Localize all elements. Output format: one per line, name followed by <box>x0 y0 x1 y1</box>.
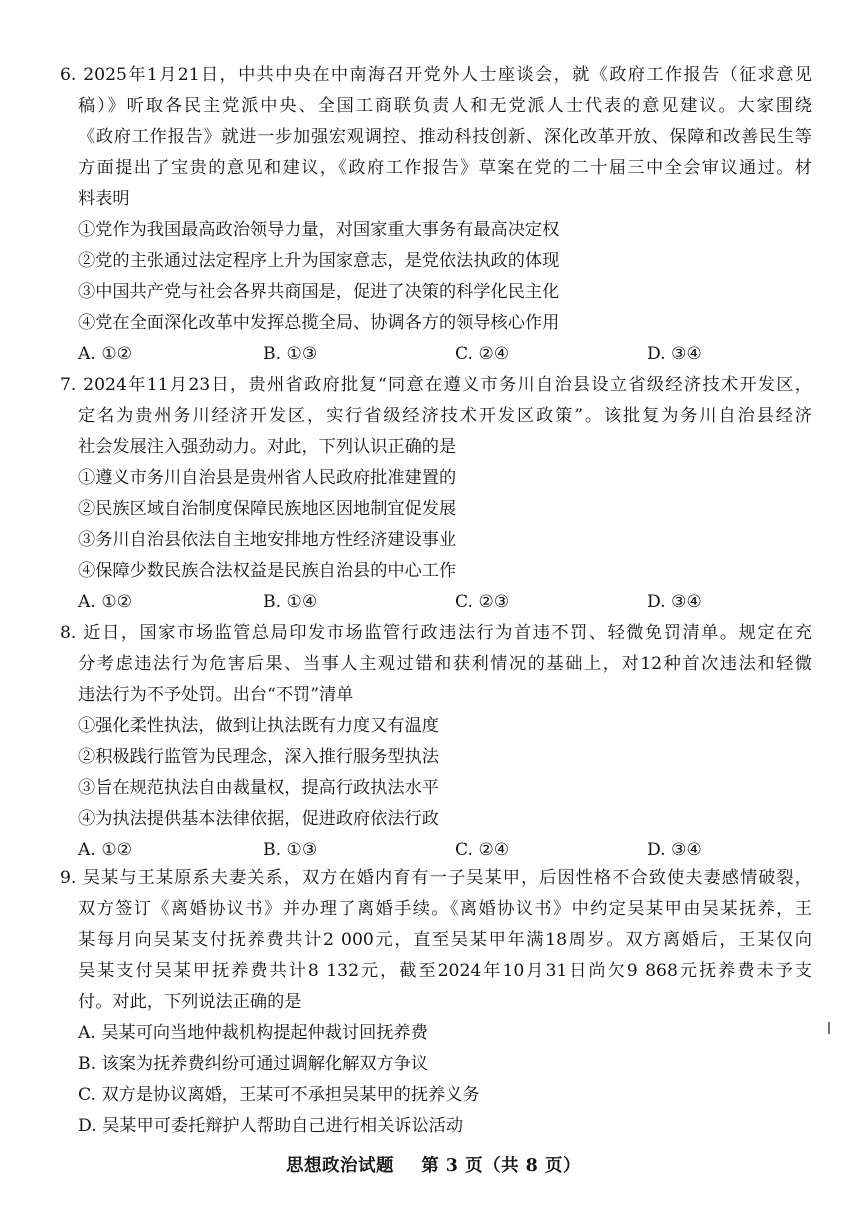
question-7-statement: ②民族区域自治制度保障民族地区因地制宜促发展 <box>78 499 457 519</box>
question-6-statement: ④党在全面深化改革中发挥总揽全局、协调各方的领导核心作用 <box>78 313 560 333</box>
question-6-statement: ③中国共产党与社会各界共商国是，促进了决策的科学化民主化 <box>78 282 560 302</box>
question-9-stem-line: 吴某支付吴某甲抚养费共计8 132元，截至2024年10月31日尚欠9 868元抚养费未予支 <box>78 961 812 981</box>
question-8-statement: ①强化柔性执法，做到让执法既有力度又有温度 <box>78 716 439 736</box>
scan-edge-mark <box>828 1022 830 1034</box>
question-8-option-a: A. ①② <box>78 840 133 860</box>
question-7-option-d: D. ③④ <box>647 592 702 612</box>
question-7-option-c: C. ②③ <box>455 592 510 612</box>
question-9-stem-line: 某每月向吴某支付抚养费共计2 000元，直至吴某甲年满18周岁。双方离婚后，王某仅向 <box>78 930 812 950</box>
question-6-option-b: B. ①③ <box>263 344 318 364</box>
question-6-statement: ②党的主张通过法定程序上升为国家意志，是党依法执政的体现 <box>78 251 560 271</box>
question-7-option-a: A. ①② <box>78 592 133 612</box>
question-6-stem-line: 稿）》听取各民主党派中央、全国工商联负责人和无党派人士代表的意见建议。大家围绕 <box>78 96 812 116</box>
question-9-option-b: B. 该案为抚养费纠纷可通过调解化解双方争议 <box>78 1054 429 1074</box>
question-7-stem-line: 7. 2024年11月23日，贵州省政府批复“同意在遵义市务川自治县设立省级经济技术开发区， <box>60 375 812 395</box>
question-6-statement: ①党作为我国最高政治领导力量，对国家重大事务有最高决定权 <box>78 220 560 240</box>
question-7-statement: ①遵义市务川自治县是贵州省人民政府批准建置的 <box>78 468 457 488</box>
question-8-stem-line: 8. 近日，国家市场监管总局印发市场监管行政违法行为首违不罚、轻微免罚清单。规定在充 <box>60 623 812 643</box>
question-6-stem-line: 6. 2025年1月21日，中共中央在中南海召开党外人士座谈会，就《政府工作报告（征求意见 <box>60 65 812 85</box>
question-8-option-d: D. ③④ <box>647 840 702 860</box>
question-6-option-c: C. ②④ <box>455 344 510 364</box>
question-7-option-b: B. ①④ <box>263 592 318 612</box>
question-6-options <box>60 339 812 370</box>
question-8-stem-line: 分考虑违法行为危害后果、当事人主观过错和获利情况的基础上，对12种首次违法和轻微 <box>78 654 812 674</box>
page-footer <box>0 1152 867 1177</box>
question-9-stem-line: 付。对此，下列说法正确的是 <box>78 992 302 1012</box>
question-8 <box>60 618 812 866</box>
question-6 <box>60 60 812 370</box>
question-9-option-a: A. 吴某可向当地仲裁机构提起仲裁讨回抚养费 <box>78 1023 428 1043</box>
question-7-statement: ④保障少数民族合法权益是民族自治县的中心工作 <box>78 561 457 581</box>
question-6-stem-line: 《政府工作报告》就进一步加强宏观调控、推动科技创新、深化改革开放、保障和改善民生等 <box>78 127 812 147</box>
question-8-option-c: C. ②④ <box>455 840 510 860</box>
footer-page-number: 第 3 页（共 8 页） <box>421 1156 581 1176</box>
question-7-stem-line: 定名为贵州务川经济开发区，实行省级经济技术开发区政策”。该批复为务川自治县经济 <box>78 406 812 426</box>
question-8-option-b: B. ①③ <box>263 840 318 860</box>
question-7 <box>60 370 812 618</box>
question-9-stem-line: 9. 吴某与王某原系夫妻关系，双方在婚内育有一子吴某甲，后因性格不合致使夫妻感情破裂， <box>60 868 812 888</box>
question-6-option-d: D. ③④ <box>647 344 702 364</box>
question-9 <box>60 863 812 1142</box>
question-6-stem-line: 料表明 <box>78 189 130 209</box>
footer-subject: 思想政治试题 <box>286 1156 395 1176</box>
question-7-statement: ③务川自治县依法自主地安排地方性经济建设事业 <box>78 530 457 550</box>
question-8-statement: ④为执法提供基本法律依据，促进政府依法行政 <box>78 809 439 829</box>
question-8-stem-line: 违法行为不予处罚。出台“不罚”清单 <box>78 685 354 705</box>
question-6-stem-line: 方面提出了宝贵的意见和建议，《政府工作报告》草案在党的二十届三中全会审议通过。材 <box>78 158 812 178</box>
question-8-statement: ③旨在规范执法自由裁量权，提高行政执法水平 <box>78 778 439 798</box>
question-6-option-a: A. ①② <box>78 344 133 364</box>
question-9-stem-line: 双方签订《离婚协议书》并办理了离婚手续。《离婚协议书》中约定吴某甲由吴某抚养，王 <box>78 899 812 919</box>
question-9-option-d: D. 吴某甲可委托辩护人帮助自己进行相关诉讼活动 <box>78 1116 464 1136</box>
question-7-options <box>60 587 812 618</box>
question-8-statement: ②积极践行监管为民理念，深入推行服务型执法 <box>78 747 439 767</box>
question-9-option-c: C. 双方是协议离婚，王某可不承担吴某甲的抚养义务 <box>78 1085 480 1105</box>
question-8-options <box>60 835 812 866</box>
question-7-stem-line: 社会发展注入强劲动力。对此，下列认识正确的是 <box>78 437 457 457</box>
